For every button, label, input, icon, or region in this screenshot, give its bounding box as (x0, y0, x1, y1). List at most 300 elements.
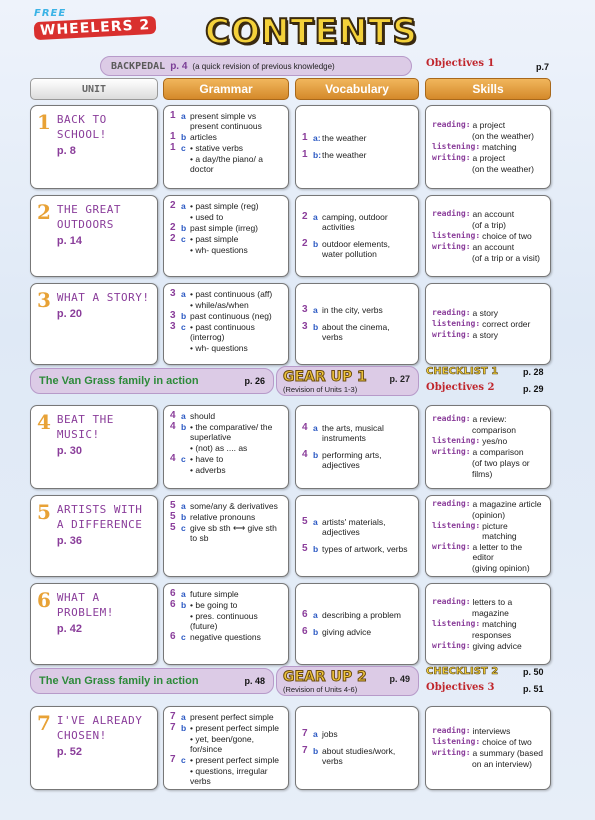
vocab-line (302, 305, 412, 315)
skill-type: writing: (432, 541, 471, 551)
checklist-label: CHECKLIST 1 (426, 366, 499, 377)
vocab-line (302, 610, 412, 620)
skill-type: reading: (432, 414, 471, 423)
grammar-subline: • (not) as .... as (190, 443, 248, 453)
skill-type: writing: (432, 241, 471, 251)
skill-line (432, 447, 544, 457)
skill-line (432, 120, 544, 130)
vocab-card (295, 706, 419, 790)
van-grass-page: p. 26 (244, 376, 265, 386)
item-number: 1 (302, 132, 308, 143)
skills-card (425, 105, 551, 189)
item-number: 3 (302, 321, 308, 332)
vocab-line (302, 544, 412, 554)
grammar-subline: • a day/the piano/ a doctor (190, 154, 263, 174)
unit-page: p. 36 (56, 535, 82, 547)
gear-up-subtitle: (Revision of Units 4-6) (283, 685, 358, 694)
item-number: 2 (302, 211, 308, 222)
item-text: • past simple (190, 234, 239, 244)
item-letter: b (313, 322, 319, 332)
skill-type: reading: (432, 726, 471, 735)
skill-line (432, 641, 544, 651)
item-number: 4 (302, 449, 308, 460)
vocab-line (302, 450, 412, 470)
item-number: 2 (170, 233, 176, 244)
skill-type: listening: (432, 618, 481, 628)
gear-up-banner (276, 666, 419, 696)
skill-value: picture matching (482, 520, 517, 541)
item-number: 6 (170, 588, 176, 599)
item-letter: a: (313, 133, 321, 143)
grammar-subline: • questions, irregular verbs (190, 766, 268, 786)
item-letter: b (181, 600, 187, 610)
item-letter: a (313, 729, 318, 739)
item-text: in the city, verbs (322, 305, 383, 315)
grammar-subline: • pres. continuous (future) (190, 611, 258, 631)
skill-value: a summary (based (472, 748, 543, 758)
skill-line (432, 242, 544, 252)
skill-continuation: (of two plays or (472, 458, 530, 468)
van-grass-title: The Van Grass family in action (39, 675, 199, 687)
item-letter: a (181, 289, 186, 299)
grammar-line (170, 223, 282, 233)
item-text: • past continuous (interrog) (190, 322, 255, 342)
grammar-line (170, 454, 282, 464)
grammar-card (163, 283, 289, 365)
item-text: give sb sth ⟷ give sth to sb (190, 523, 277, 543)
item-number: 4 (170, 453, 176, 464)
skills-card (425, 405, 551, 489)
objectives-page: p. 29 (523, 384, 544, 394)
item-letter: b (313, 450, 319, 460)
header-skills: Skills (425, 78, 551, 100)
unit-page: p. 42 (56, 623, 82, 635)
grammar-card (163, 495, 289, 577)
skill-line (432, 619, 544, 629)
unit-number: 5 (37, 500, 51, 524)
vocab-card (295, 105, 419, 189)
skill-type: reading: (432, 119, 471, 129)
item-letter: a (313, 212, 318, 222)
backpedal-desc: (a quick revision of previous knowledge) (192, 61, 335, 71)
grammar-card (163, 706, 289, 790)
vocab-line (302, 239, 412, 259)
item-letter: b: (313, 150, 322, 160)
unit-number: 7 (37, 711, 51, 735)
item-text: camping, outdoor activities (322, 212, 388, 232)
unit-info (57, 713, 151, 784)
page-title: CONTENTS (205, 12, 418, 52)
item-letter: c (181, 143, 186, 153)
skill-continuation: on an interview) (472, 759, 533, 769)
item-letter: b (313, 239, 319, 249)
unit-card (30, 706, 158, 790)
vocab-card (295, 495, 419, 577)
unit-page: p. 30 (56, 445, 82, 457)
item-text: the weather (322, 133, 367, 143)
skill-continuation: responses (472, 629, 512, 640)
skills-card (425, 583, 551, 665)
skill-type: reading: (432, 307, 471, 317)
item-number: 7 (170, 711, 176, 722)
item-text: present perfect simple (190, 712, 274, 722)
skill-value: a review: (472, 414, 507, 424)
item-letter: a (181, 201, 186, 211)
skill-value: letters to a (472, 596, 513, 607)
skill-continuation: magazine (472, 607, 509, 618)
item-text: past continuous (neg) (190, 311, 272, 321)
grammar-line (170, 411, 282, 421)
item-letter: b (181, 512, 187, 522)
vocab-card (295, 283, 419, 365)
skill-value: a magazine article (472, 498, 542, 509)
grammar-card (163, 405, 289, 489)
item-text: types of artwork, verbs (322, 544, 408, 554)
item-text: • be going to (190, 600, 238, 610)
gear-up-subtitle: (Revision of Units 1-3) (283, 385, 358, 394)
item-letter: a (181, 411, 186, 421)
item-text: negative questions (190, 632, 261, 642)
item-number: 3 (302, 304, 308, 315)
unit-number: 4 (37, 410, 51, 434)
skill-line (432, 414, 544, 424)
unit-info (57, 412, 151, 483)
van-grass-banner (30, 368, 274, 394)
van-grass-page: p. 48 (244, 676, 265, 686)
item-number: 7 (170, 722, 176, 733)
unit-name: WHAT A PROBLEM! (56, 591, 114, 619)
item-text: about studies/work, verbs (322, 746, 396, 766)
vocab-line (302, 517, 412, 537)
unit-info (57, 502, 151, 571)
skill-continuation: (on the weather) (472, 163, 534, 174)
item-number: 6 (302, 626, 308, 637)
gear-up-title: GEAR UP 2 (283, 669, 367, 685)
unit-page: p. 20 (56, 308, 82, 320)
item-number: 1 (170, 110, 176, 121)
skills-card (425, 706, 551, 790)
item-text: outdoor elements, water pollution (322, 239, 391, 259)
grammar-line (170, 311, 282, 321)
gear-up-page: p. 27 (389, 374, 410, 384)
backpedal-page: p. 4 (170, 60, 188, 72)
vocab-card (295, 583, 419, 665)
item-number: 7 (302, 728, 308, 739)
item-letter: c (181, 523, 186, 533)
item-text: jobs (322, 729, 338, 739)
skill-value: a letter to the editor (472, 541, 523, 562)
vocab-card (295, 195, 419, 277)
grammar-line (170, 589, 282, 599)
item-letter: b (313, 627, 319, 637)
item-number: 3 (170, 288, 176, 299)
item-number: 2 (170, 222, 176, 233)
item-text: describing a problem (322, 610, 401, 620)
skill-value: matching (482, 141, 517, 152)
item-text: present simple vs present continuous (190, 111, 262, 131)
item-number: 3 (170, 310, 176, 321)
checklist-page: p. 28 (523, 367, 544, 377)
grammar-subline: • while/as/when (190, 300, 249, 310)
backpedal-banner (100, 56, 412, 76)
skill-value: choice of two (482, 737, 532, 747)
item-text: • present perfect simple (190, 723, 279, 733)
skill-line (432, 330, 544, 340)
unit-number: 2 (37, 200, 51, 224)
item-text: about the cinema, verbs (322, 322, 390, 342)
item-text: • present perfect simple (190, 755, 279, 765)
skill-type: reading: (432, 596, 471, 606)
unit-page: p. 14 (56, 235, 82, 247)
item-number: 5 (170, 511, 176, 522)
objectives-page: p. 51 (523, 684, 544, 694)
skills-card (425, 283, 551, 365)
item-text: • stative verbs (190, 143, 244, 153)
unit-name: WHAT A STORY! (56, 291, 150, 304)
grammar-line (170, 755, 282, 765)
grammar-subline: • wh- questions (190, 343, 248, 353)
item-text: relative pronouns (190, 512, 256, 522)
van-grass-title: The Van Grass family in action (39, 375, 199, 387)
grammar-line (170, 512, 282, 522)
item-number: 1 (302, 149, 308, 160)
grammar-line (170, 600, 282, 610)
grammar-card (163, 105, 289, 189)
skill-type: listening: (432, 436, 481, 445)
item-letter: b (181, 422, 187, 432)
item-letter: c (181, 755, 186, 765)
skill-value: interviews (472, 726, 511, 736)
item-number: 7 (170, 754, 176, 765)
item-text: • the comparative/ the superlative (190, 422, 273, 442)
vocab-line (302, 746, 412, 766)
item-number: 1 (170, 142, 176, 153)
item-number: 5 (302, 516, 308, 527)
item-text: artists' materials, adjectives (322, 517, 386, 537)
vocab-card (295, 405, 419, 489)
item-text: past simple (irreg) (190, 223, 259, 233)
skill-line (432, 231, 544, 241)
item-text: should (190, 411, 216, 421)
skill-line (432, 436, 544, 446)
item-text: future simple (190, 589, 239, 599)
item-text: • past simple (reg) (190, 201, 259, 211)
item-letter: a (181, 712, 186, 722)
unit-card (30, 405, 158, 489)
unit-name: BACK TO SCHOOL! (56, 113, 107, 141)
header-unit: UNIT (30, 78, 158, 100)
brand-free: FREE (34, 8, 67, 19)
grammar-line (170, 289, 282, 299)
unit-page: p. 52 (56, 746, 82, 758)
item-number: 1 (170, 131, 176, 142)
grammar-line (170, 723, 282, 733)
skill-type: writing: (432, 152, 471, 162)
vocab-line (302, 423, 412, 443)
item-text: giving advice (322, 627, 372, 637)
item-number: 7 (302, 745, 308, 756)
unit-number: 3 (37, 288, 51, 312)
grammar-subline: • yet, been/gone, for/since (190, 734, 254, 754)
skills-card (425, 195, 551, 277)
header-vocabulary: Vocabulary (295, 78, 419, 100)
item-number: 4 (170, 421, 176, 432)
item-letter: b (313, 746, 319, 756)
item-number: 5 (170, 500, 176, 511)
unit-number: 1 (37, 110, 51, 134)
skill-continuation: (of a trip) (472, 219, 507, 230)
skill-continuation: (on the weather) (472, 130, 534, 141)
skill-value: a story (472, 329, 499, 340)
item-letter: a (313, 517, 318, 527)
skill-value: giving advice (472, 640, 522, 651)
vocab-line (302, 322, 412, 342)
backpedal-title: BACKPEDAL (111, 60, 166, 72)
skill-value: an account (472, 208, 515, 219)
skill-value: a story (472, 307, 499, 318)
objectives-label: Objectives 2 (426, 382, 495, 393)
objectives-1-page: p.7 (536, 62, 550, 72)
grammar-card (163, 583, 289, 665)
skill-line (432, 737, 544, 747)
unit-info (57, 290, 150, 359)
objectives-1-label: Objectives 1 (426, 58, 495, 69)
skill-value: yes/no (482, 436, 508, 446)
skill-line (432, 308, 544, 318)
skill-value: an account (472, 241, 515, 252)
item-text: • have to (190, 454, 224, 464)
skill-value: a comparison (472, 447, 524, 457)
vocab-line (302, 627, 412, 637)
item-letter: b (313, 544, 319, 554)
unit-card (30, 583, 158, 665)
skill-type: listening: (432, 141, 481, 151)
objectives-label: Objectives 3 (426, 682, 495, 693)
grammar-line (170, 143, 282, 153)
grammar-line (170, 712, 282, 722)
item-number: 6 (302, 609, 308, 620)
skill-line (432, 142, 544, 152)
skill-type: reading: (432, 498, 471, 508)
skill-value: correct order (482, 318, 531, 329)
unit-name: THE GREAT OUTDOORS (56, 203, 122, 231)
skill-type: listening: (432, 230, 481, 240)
item-letter: b (181, 223, 187, 233)
unit-name: ARTISTS WITH A DIFFERENCE (56, 503, 143, 531)
unit-page: p. 8 (56, 145, 76, 157)
item-number: 4 (170, 410, 176, 421)
skill-continuation: comparison (472, 425, 516, 435)
unit-name: I'VE ALREADY CHOSEN! (56, 714, 143, 742)
skill-line (432, 209, 544, 219)
item-letter: a (313, 610, 318, 620)
skill-value: choice of two (482, 230, 532, 241)
skill-value: a project (472, 152, 506, 163)
item-letter: a (181, 111, 186, 121)
vocab-line (302, 133, 412, 143)
grammar-line (170, 523, 282, 543)
skill-line (432, 499, 544, 509)
grammar-line (170, 132, 282, 142)
item-number: 3 (170, 321, 176, 332)
item-number: 6 (170, 631, 176, 642)
item-text: articles (190, 132, 217, 142)
skill-type: reading: (432, 208, 471, 218)
grammar-line (170, 201, 282, 211)
item-text: the weather (322, 150, 367, 160)
skill-value: matching (482, 618, 517, 629)
unit-info (57, 112, 151, 183)
item-letter: c (181, 234, 186, 244)
skill-type: writing: (432, 447, 471, 456)
gear-up-banner (276, 366, 419, 396)
skill-continuation: (opinion) (472, 509, 506, 520)
unit-card (30, 495, 158, 577)
skill-value: a project (472, 119, 506, 130)
item-letter: a (181, 589, 186, 599)
skill-continuation: (of a trip or a visit) (472, 252, 541, 263)
item-letter: c (181, 454, 186, 464)
item-text: performing arts, adjectives (322, 450, 382, 470)
skill-line (432, 748, 544, 758)
skill-type: listening: (432, 520, 481, 530)
unit-card (30, 283, 158, 365)
item-number: 4 (302, 422, 308, 433)
skill-type: listening: (432, 737, 481, 746)
skill-type: writing: (432, 748, 471, 757)
item-letter: a (313, 305, 318, 315)
item-number: 6 (170, 599, 176, 610)
header-grammar: Grammar (163, 78, 289, 100)
item-number: 2 (170, 200, 176, 211)
skill-line (432, 542, 544, 562)
grammar-card (163, 195, 289, 277)
grammar-subline: • used to (190, 212, 224, 222)
grammar-line (170, 632, 282, 642)
grammar-subline: • adverbs (190, 465, 226, 475)
unit-card (30, 195, 158, 277)
unit-info (57, 590, 151, 659)
item-letter: b (181, 311, 187, 321)
item-number: 5 (302, 543, 308, 554)
skill-line (432, 726, 544, 736)
item-text: • past continuous (aff) (190, 289, 273, 299)
unit-info (57, 202, 151, 271)
vocab-line (302, 150, 412, 160)
item-letter: c (181, 322, 186, 332)
item-letter: b (181, 723, 187, 733)
skill-type: writing: (432, 640, 471, 650)
item-text: the arts, musical instruments (322, 423, 384, 443)
grammar-line (170, 322, 282, 342)
unit-number: 6 (37, 588, 51, 612)
gear-up-title: GEAR UP 1 (283, 369, 367, 385)
gear-up-page: p. 49 (389, 674, 410, 684)
grammar-line (170, 234, 282, 244)
brand-wheelers: WHEELERS 2 (34, 16, 157, 40)
van-grass-banner (30, 668, 274, 694)
checklist-page: p. 50 (523, 667, 544, 677)
skill-line (432, 597, 544, 607)
item-letter: b (181, 132, 187, 142)
skill-continuation: (giving opinion) (472, 562, 530, 573)
item-letter: a (313, 423, 318, 433)
grammar-subline: • wh- questions (190, 245, 248, 255)
skills-card (425, 495, 551, 577)
grammar-line (170, 422, 282, 442)
grammar-line (170, 111, 282, 131)
brand-logo (34, 8, 164, 37)
